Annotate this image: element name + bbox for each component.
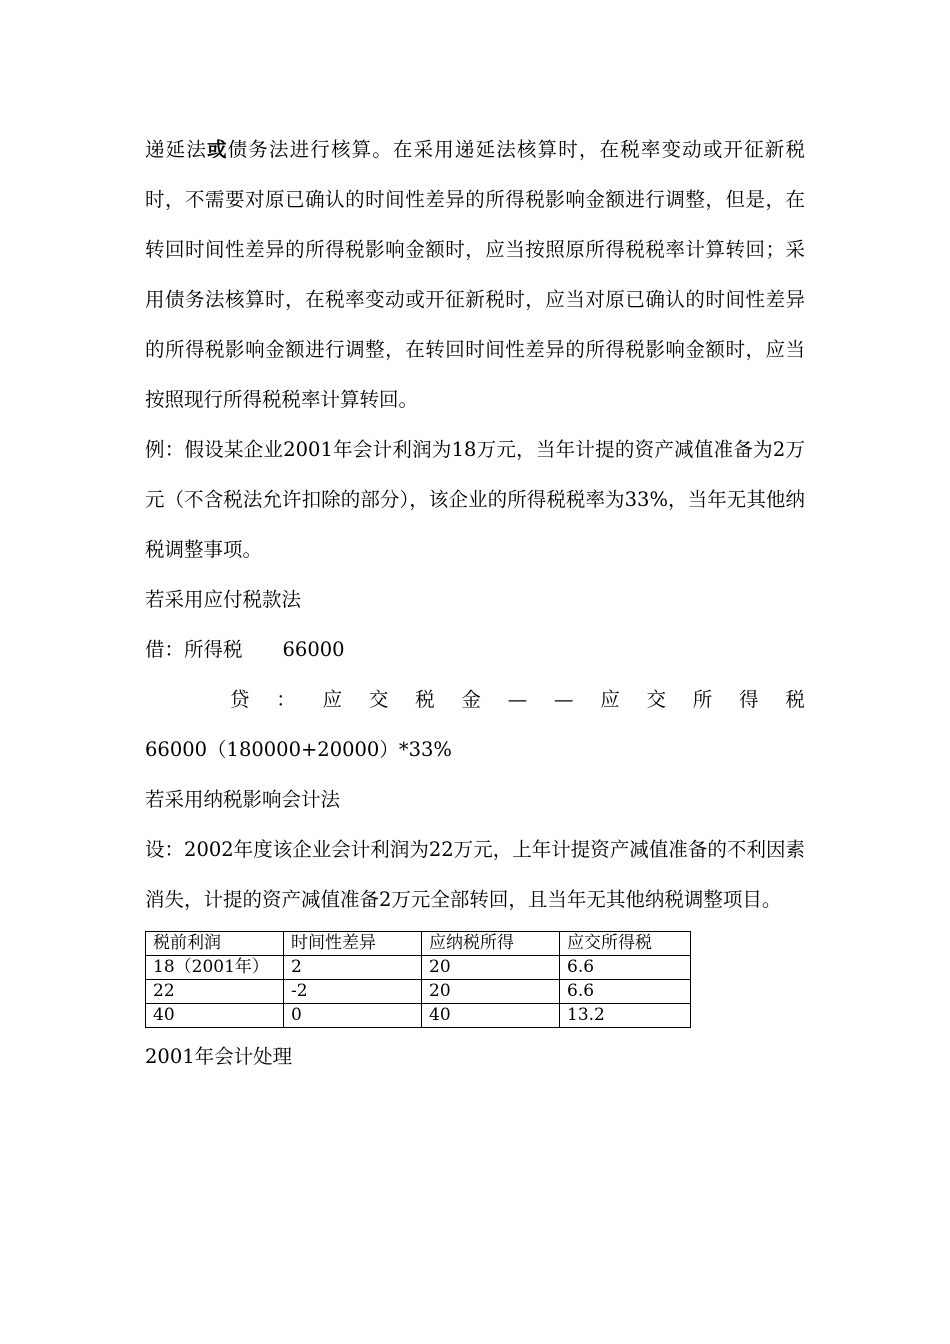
- credit-char: —: [507, 688, 528, 711]
- text-part-b: 债务法进行核算。在采用递延法核算时，在税率变动或开征新税时，不需要对原已确认的时间性差异的所得税影响金额进行调整，但是，在转回时间性差异的所得税影响金额时，应当按照原所得税税率计算转回；采用债务法核算时，在税率变动或开征新税时，应当对原已确认的时间性差异的所得税影响金额进行调整，在转回时间性差异的所得税影响金额时，应当按照现行所得税税率计算转回。: [145, 138, 805, 411]
- credit-char: 应: [322, 688, 343, 711]
- bold-or: 或: [206, 138, 228, 161]
- table-row: [146, 1004, 691, 1028]
- table-header-row: [146, 932, 691, 956]
- table-header-cell: 税前利润: [146, 932, 284, 956]
- table-cell: 18（2001年）: [146, 956, 284, 980]
- credit-char: 应: [600, 688, 620, 711]
- credit-char: 所: [692, 688, 713, 711]
- text-part-a: 递延法: [145, 138, 207, 161]
- credit-char: 贷: [230, 688, 250, 711]
- table-cell: 20: [422, 980, 560, 1004]
- table-cell: 0: [284, 1004, 422, 1028]
- credit-char: 税: [415, 688, 435, 711]
- table-cell: 40: [146, 1004, 284, 1028]
- heading-payable-method: 若采用应付税款法: [145, 588, 302, 611]
- paragraph-assumption: 设：2002年度该企业会计利润为22万元，上年计提资产减值准备的不利因素消失，计提的资产减值准备2万元全部转回，且当年无其他纳税调整项目。: [145, 838, 805, 911]
- document-page: [145, 125, 805, 1082]
- table-header-cell: 应纳税所得: [422, 932, 560, 956]
- table-cell: 13.2: [560, 1004, 691, 1028]
- journal-credit-amount: 66000（180000+20000）*33%: [145, 738, 452, 761]
- heading-2001-accounting: 2001年会计处理: [145, 1045, 293, 1068]
- table-cell: -2: [284, 980, 422, 1004]
- paragraph-deferral-liability: [145, 125, 805, 425]
- credit-char: ：: [276, 688, 296, 711]
- journal-credit-line: [145, 675, 805, 725]
- credit-char: 交: [646, 688, 667, 711]
- credit-char: 税: [785, 688, 805, 711]
- credit-char: 金: [461, 688, 481, 711]
- table-row: [146, 956, 691, 980]
- table-header-cell: 应交所得税: [560, 932, 691, 956]
- table-cell: 6.6: [560, 956, 691, 980]
- credit-char: 得: [739, 688, 759, 711]
- timing-difference-table: [145, 931, 691, 1028]
- table-row: [146, 980, 691, 1004]
- credit-char: 交: [368, 688, 389, 711]
- table-cell: 2: [284, 956, 422, 980]
- table-cell: 22: [146, 980, 284, 1004]
- table-cell: 20: [422, 956, 560, 980]
- table-header-cell: 时间性差异: [284, 932, 422, 956]
- heading-tax-effect-method: 若采用纳税影响会计法: [145, 788, 341, 811]
- paragraph-example: 例：假设某企业2001年会计利润为18万元，当年计提的资产减值准备为2万元（不含税法允许扣除的部分），该企业的所得税税率为33%，当年无其他纳税调整事项。: [145, 438, 805, 561]
- journal-debit-line: [145, 625, 805, 675]
- table-cell: 6.6: [560, 980, 691, 1004]
- table-cell: 40: [422, 1004, 560, 1028]
- debit-label: 借：所得税: [145, 638, 243, 661]
- debit-amount: 66000: [282, 638, 345, 661]
- credit-char: —: [553, 688, 574, 711]
